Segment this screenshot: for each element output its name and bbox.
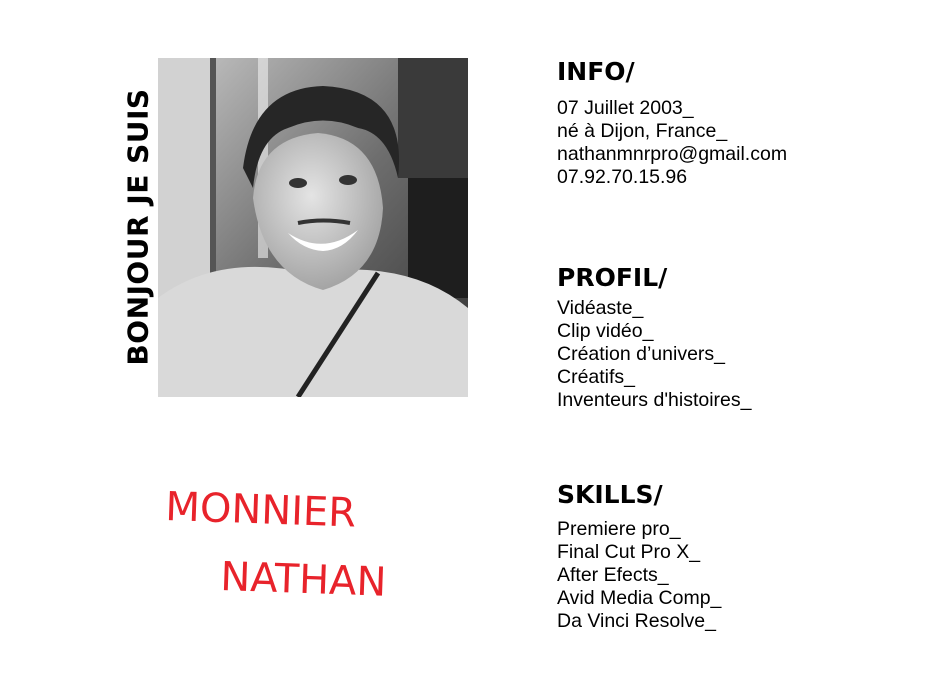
profil-item: Vidéaste_ <box>557 297 644 319</box>
skill-item: Premiere pro_ <box>557 518 681 540</box>
skill-item: After Efects_ <box>557 564 669 586</box>
profil-item: Inventeurs d'histoires_ <box>557 389 752 411</box>
handwritten-name-signature <box>160 468 460 608</box>
greeting-text: BONJOUR JE SUIS <box>121 88 155 366</box>
signature-line-1: MONNIER <box>164 484 357 537</box>
signature-line-2: NATHAN <box>219 554 388 606</box>
profil-item: Création d’univers_ <box>557 343 726 365</box>
profil-heading: PROFIL/ <box>557 263 668 292</box>
info-birthdate: 07 Juillet 2003_ <box>557 97 694 119</box>
info-list <box>557 97 787 189</box>
skills-heading: SKILLS/ <box>557 480 663 509</box>
vertical-greeting <box>113 58 163 396</box>
portrait-photo <box>158 58 468 397</box>
profil-list <box>557 297 752 412</box>
info-phone: 07.92.70.15.96 <box>557 166 688 188</box>
info-heading: INFO/ <box>557 57 635 86</box>
profil-item: Créatifs_ <box>557 366 636 388</box>
skills-list <box>557 518 721 633</box>
skill-item: Avid Media Comp_ <box>557 587 722 609</box>
info-birthplace: né à Dijon, France_ <box>557 120 728 142</box>
skill-item: Final Cut Pro X_ <box>557 541 701 563</box>
info-email: nathanmnrpro@gmail.com <box>557 143 788 165</box>
profil-item: Clip vidéo_ <box>557 320 654 342</box>
skill-item: Da Vinci Resolve_ <box>557 610 716 632</box>
